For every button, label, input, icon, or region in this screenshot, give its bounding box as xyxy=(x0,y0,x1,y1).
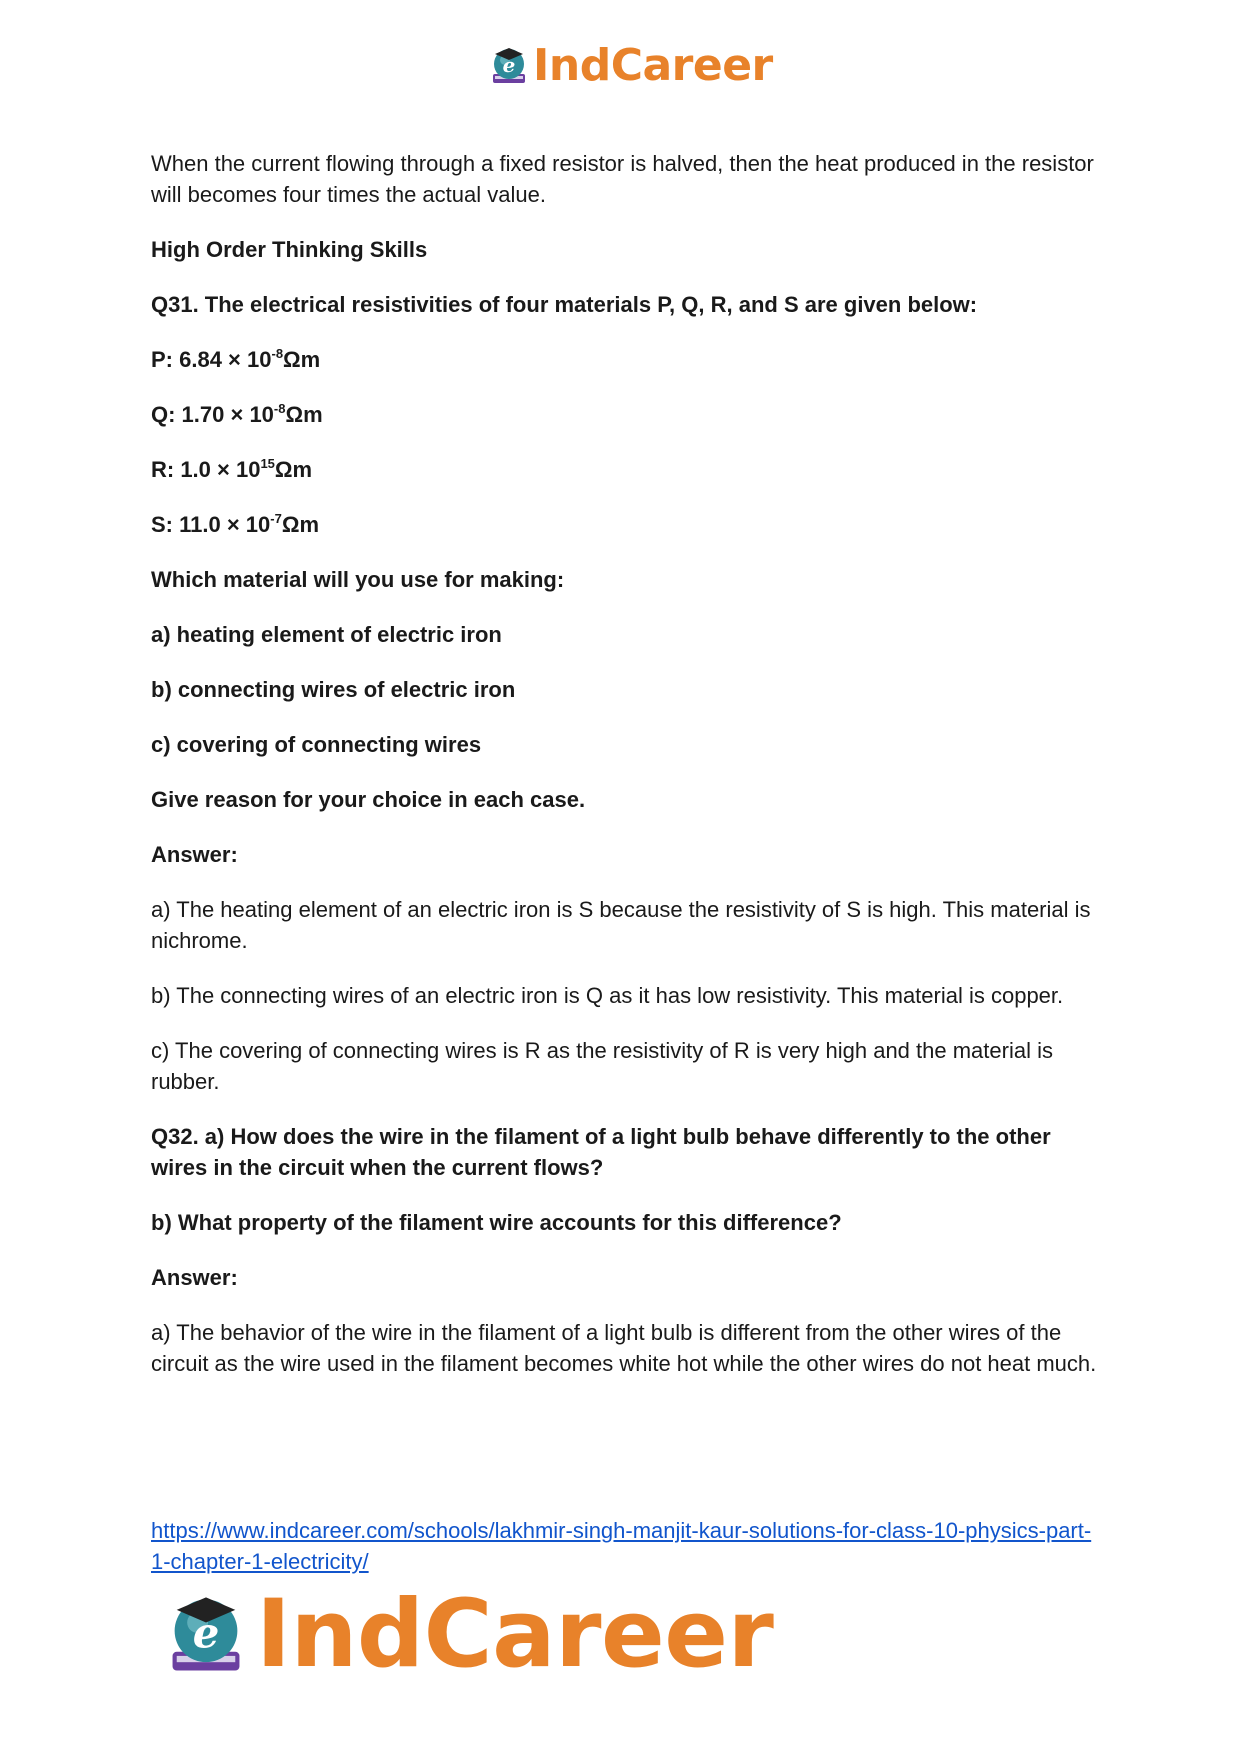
q32-answer-a: a) The behavior of the wire in the filament of a light bulb is different from the other wires of the circuit as the wire used in the filament becomes white hot while the other wires do not heat much. xyxy=(151,1320,1097,1376)
brand-name: IndCareer xyxy=(533,40,773,91)
svg-text:e: e xyxy=(502,52,516,77)
indcareer-globe-book-icon xyxy=(160,1589,252,1681)
q31-question: Q31. The electrical resistivities of four materials P, Q, R, and S are given below: xyxy=(151,292,978,317)
q32-answer-label: Answer: xyxy=(151,1265,238,1290)
section-heading: High Order Thinking Skills xyxy=(151,237,428,262)
material-s: S: $11.0 \times 10^{-7}\Omega m$ xyxy=(151,511,320,537)
source-link[interactable]: https://www.indcareer.com/schools/lakhmir-singh-manjit-kaur-solutions-for-class-10-physics-part-1-chapter-1-electricity/ xyxy=(151,1518,1092,1574)
q31-answer-c: c) The covering of connecting wires is R as the resistivity of R is very high and the material is rubber. xyxy=(151,1038,1053,1094)
q32-question-a: Q32. a) How does the wire in the filament of a light bulb behave differently to the other wires in the circuit when the current flows? xyxy=(151,1124,1051,1180)
material-q: Q: $1.70 \times 10^{-8}\Omega m$ xyxy=(151,401,323,427)
q31-part-a: a) heating element of electric iron xyxy=(151,622,502,647)
svg-text:e: e xyxy=(192,1608,220,1658)
q31-part-c: c) covering of connecting wires xyxy=(151,732,482,757)
q31-answer-b: b) The connecting wires of an electric iron is Q as it has low resistivity. This material is copper. xyxy=(151,983,1064,1008)
q31-answer-a: a) The heating element of an electric iron is S because the resistivity of S is high. This material is nichrome. xyxy=(151,897,1091,953)
document-body xyxy=(151,148,1101,1403)
header-logo xyxy=(487,40,773,91)
intro-paragraph: When the current flowing through a fixed resistor is halved, then the heat produced in the resistor will becomes four times the actual value. xyxy=(151,151,1094,207)
footer-logo xyxy=(160,1580,773,1689)
q31-prompt: Which material will you use for making: xyxy=(151,567,565,592)
indcareer-globe-book-icon xyxy=(487,44,531,88)
material-r: R: $1.0 \times 10^{15}\Omega m$ xyxy=(151,456,313,482)
q32-question-b: b) What property of the filament wire accounts for this difference? xyxy=(151,1210,842,1235)
brand-name: IndCareer xyxy=(256,1580,774,1689)
q31-part-b: b) connecting wires of electric iron xyxy=(151,677,516,702)
q31-answer-label: Answer: xyxy=(151,842,238,867)
material-p: P: $6.84 \times 10^{-8}\Omega m$ xyxy=(151,346,321,372)
q31-reason: Give reason for your choice in each case. xyxy=(151,787,586,812)
